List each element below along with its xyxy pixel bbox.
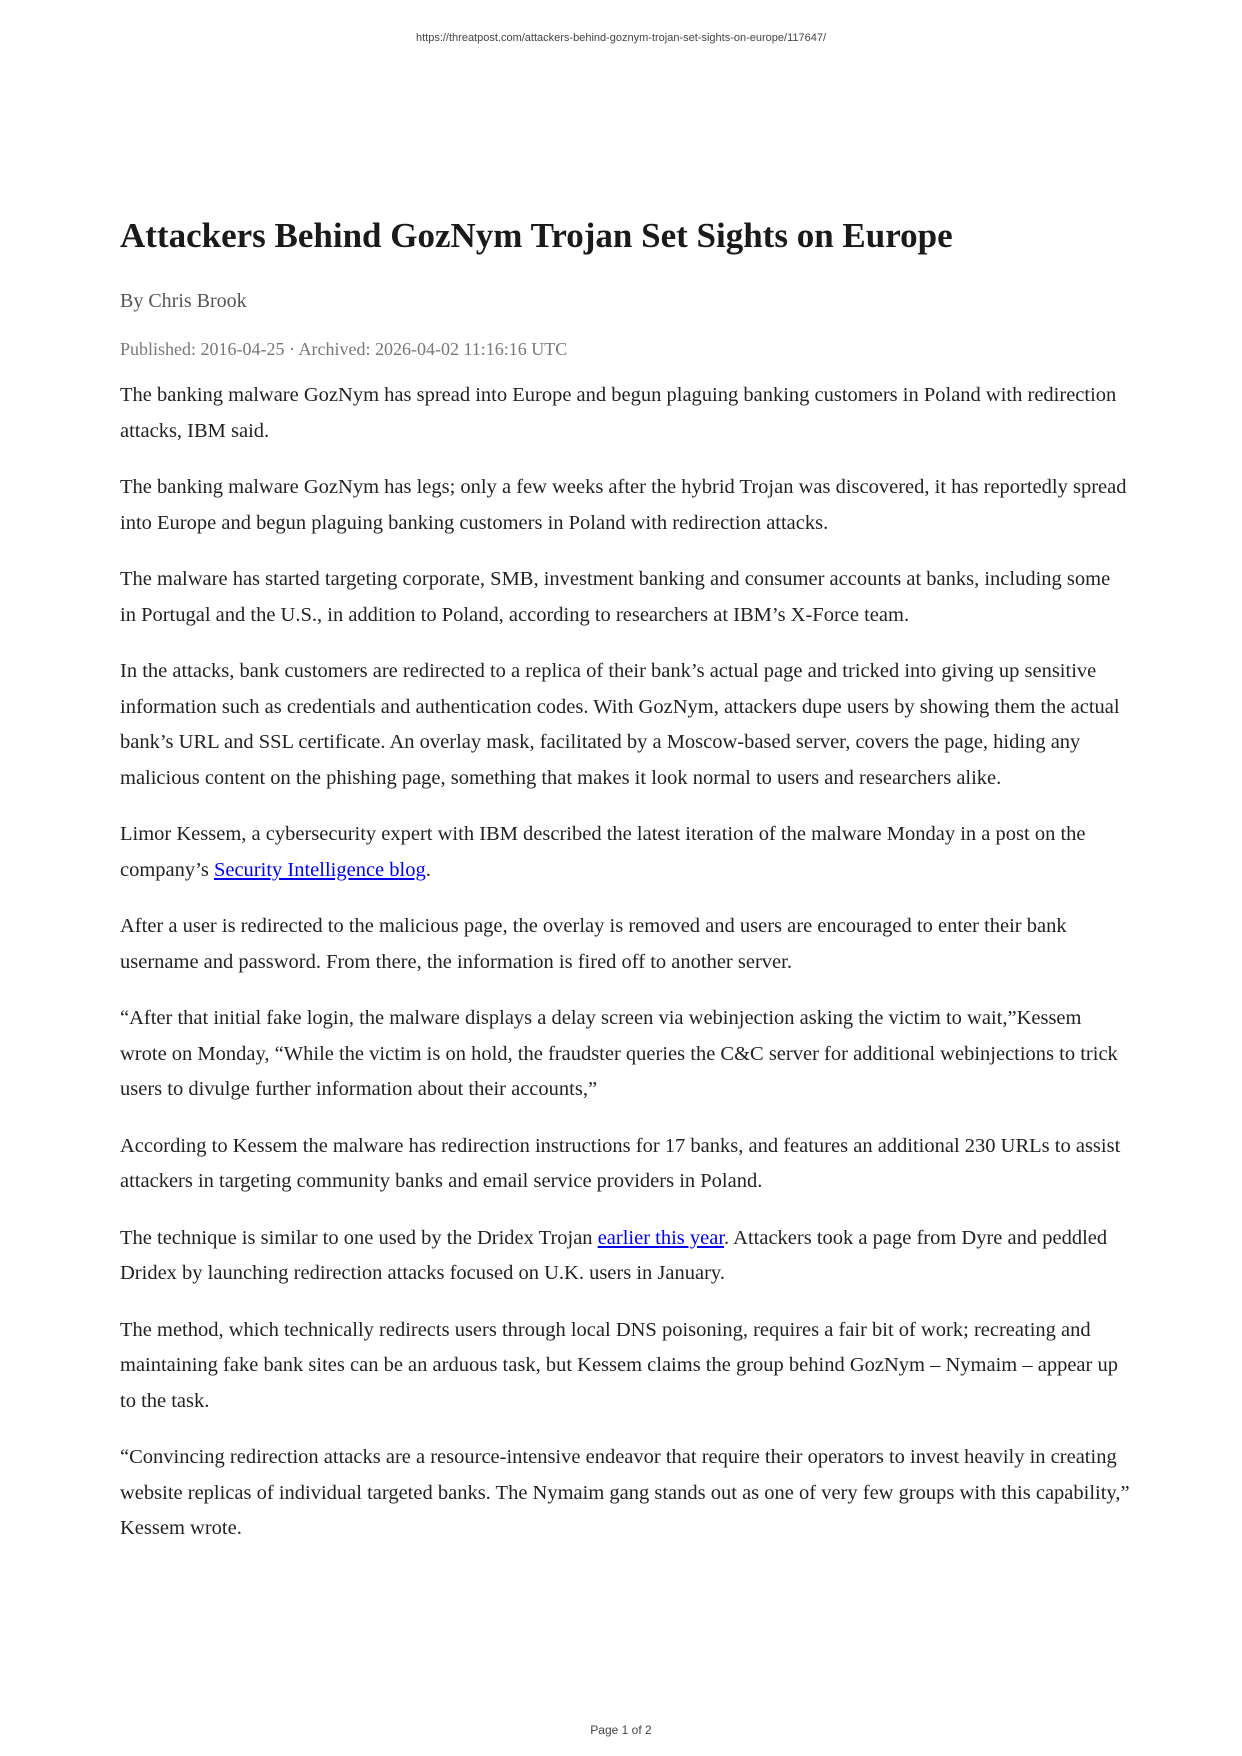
paragraph: “After that initial fake login, the malware displays a delay screen via webinjection asking the victim to wait,”Kessem wrote on Monday, “While the victim is on hold, the fraudster queries the C&C server for additional webinjections to trick users to divulge further information about their accounts,”	[120, 1007, 1118, 1100]
paragraph: “Convincing redirection attacks are a resource-intensive endeavor that require their operators to invest heavily in creating website replicas of individual targeted banks. The Nymaim gang stands out as one of very few groups with this capability,” Kessem wrote.	[120, 1446, 1130, 1539]
paragraph: The malware has started targeting corporate, SMB, investment banking and consumer accounts at banks, including some in Portugal and the U.S., in addition to Poland, according to researchers at IBM’s X-Force team.	[120, 568, 1111, 626]
earlier-this-year-link[interactable]: earlier this year	[597, 1226, 725, 1249]
paragraph: In the attacks, bank customers are redirected to a replica of their bank’s actual page and tricked into giving up sensitive information such as credentials and authentication codes. With GozNym, attackers dupe users by showing them the actual bank’s URL and SSL certificate. An overlay mask, facilitated by a Moscow-based server, covers the page, hiding any malicious content on the phishing page, something that makes it look normal to users and researchers alike.	[120, 660, 1120, 789]
page-number: Page 1 of 2	[590, 1723, 652, 1737]
paragraph-text: .	[425, 858, 431, 881]
article-body	[120, 378, 1130, 1547]
publish-meta: Published: 2016-04-25 · Archived: 2026-04-02 11:16:16 UTC	[120, 339, 568, 359]
source-url: https://threatpost.com/attackers-behind-goznym-trojan-set-sights-on-europe/117647/	[415, 32, 827, 44]
article-title: Attackers Behind GozNym Trojan Set Sights on Europe	[120, 216, 953, 255]
paragraph	[120, 817, 1130, 888]
paragraph-text: The technique is similar to one used by the Dridex Trojan	[120, 1226, 598, 1249]
paragraph: After a user is redirected to the malicious page, the overlay is removed and users are encouraged to enter their bank username and password. From there, the information is fired off to another server.	[120, 915, 1067, 973]
article	[120, 212, 1130, 1568]
paragraph: According to Kessem the malware has redirection instructions for 17 banks, and features an additional 230 URLs to assist attackers in targeting community banks and email service providers in Poland.	[120, 1134, 1121, 1192]
byline: By Chris Brook	[120, 290, 247, 312]
paragraph: The banking malware GozNym has legs; only a few weeks after the hybrid Trojan was discovered, it has reportedly spread into Europe and begun plaguing banking customers in Poland with redirection attacks.	[120, 476, 1127, 534]
paragraph-text: . Attackers took a page from Dyre and peddled Dridex by launching redirection attacks focused on U.K. users in January.	[120, 1226, 1108, 1284]
paragraph: The banking malware GozNym has spread into Europe and begun plaguing banking customers in Poland with redirection attacks, IBM said.	[120, 384, 1117, 442]
paragraph	[120, 1221, 1130, 1292]
paragraph-text: Limor Kessem, a cybersecurity expert with IBM described the latest iteration of the malware Monday in a post on the company’s	[120, 823, 1086, 881]
security-intelligence-blog-link[interactable]: Security Intelligence blog	[213, 858, 426, 881]
paragraph: The method, which technically redirects users through local DNS poisoning, requires a fair bit of work; recreating and maintaining fake bank sites can be an arduous task, but Kessem claims the group behind GozNym – Nymaim – appear up to the task.	[120, 1318, 1118, 1412]
